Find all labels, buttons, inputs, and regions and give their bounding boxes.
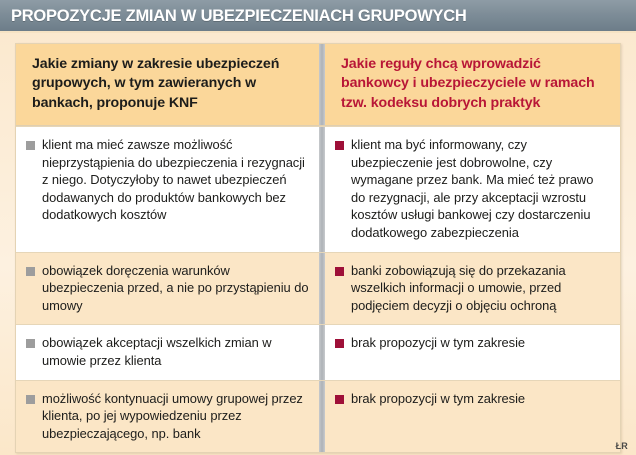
header-cell-left bbox=[16, 44, 319, 125]
row-cell-left bbox=[16, 253, 319, 325]
list-item bbox=[26, 136, 309, 224]
list-item-label: klient ma mieć zawsze możliwość nieprzystąpienia do ubezpieczenia i rezygnacji z niego. Dotyczyłoby to nawet ubezpieczeń dodawanych do produktów bankowych bez dodatkowych kosztów bbox=[42, 136, 305, 223]
list-item-label: obowiązek akceptacji wszelkich zmian w umowie przez klienta bbox=[42, 335, 272, 369]
square-bullet-icon bbox=[26, 395, 35, 404]
row-cell-right bbox=[325, 325, 620, 379]
list-item-label: brak propozycji w tym zakresie bbox=[351, 390, 526, 406]
square-bullet-icon bbox=[26, 339, 35, 348]
list-item-label: brak propozycji w tym zakresie bbox=[351, 335, 526, 351]
page-title: PROPOZYCJE ZMIAN W UBEZPIECZENIACH GRUPOWYCH bbox=[11, 7, 467, 25]
list-item-label: klient ma być informowany, czy ubezpieczenie jest dobrowolne, czy wymagane przez bank. Ma mieć też prawo do rezygnacji, ale przy akceptacji wzrostu kosztów usługi bankowej czy dostarczeniu dodatkowego zabezpieczenia bbox=[351, 136, 594, 240]
list-item-label: obowiązek doręczenia warunków ubezpieczenia przed, a nie po przystąpieniu do umowy bbox=[42, 262, 309, 313]
credit-mark: ŁR bbox=[615, 441, 628, 451]
square-bullet-icon bbox=[335, 339, 344, 348]
list-item bbox=[335, 136, 610, 242]
square-bullet-icon bbox=[335, 395, 344, 404]
square-bullet-icon bbox=[26, 267, 35, 276]
table-row bbox=[16, 324, 620, 379]
square-bullet-icon bbox=[335, 267, 344, 276]
list-item bbox=[26, 390, 309, 443]
table-header-row bbox=[16, 44, 620, 126]
row-cell-right bbox=[325, 127, 620, 252]
comparison-table bbox=[15, 43, 621, 453]
column-header-knf: Jakie zmiany w zakresie ubezpieczeń grupowych, w tym zawieranych w bankach, proponuje KNF bbox=[32, 56, 280, 111]
row-cell-left bbox=[16, 127, 319, 252]
row-cell-left bbox=[16, 381, 319, 453]
row-cell-right bbox=[325, 253, 620, 325]
list-item-label: możliwość kontynuacji umowy grupowej przez klienta, po jej wypowiedzeniu przez ubezpieczającego, np. bank bbox=[42, 390, 303, 441]
column-header-banks: Jakie reguły chcą wprowadzić bankowcy i ubezpieczyciele w ramach tzw. kodeksu dobrych praktyk bbox=[341, 56, 595, 111]
list-item bbox=[335, 262, 610, 315]
table-row bbox=[16, 380, 620, 453]
list-item bbox=[335, 390, 610, 408]
square-bullet-icon bbox=[335, 141, 344, 150]
row-cell-right bbox=[325, 381, 620, 453]
square-bullet-icon bbox=[26, 141, 35, 150]
content-panel bbox=[0, 33, 636, 455]
list-item bbox=[26, 262, 309, 315]
title-bar bbox=[0, 0, 636, 33]
list-item bbox=[26, 334, 309, 369]
header-cell-right bbox=[325, 44, 620, 125]
table-row bbox=[16, 126, 620, 252]
row-cell-left bbox=[16, 325, 319, 379]
table-row bbox=[16, 252, 620, 325]
list-item bbox=[335, 334, 610, 352]
list-item-label: banki zobowiązują się do przekazania wszelkich informacji o umowie, przed podjęciem decyzji o objęciu ochroną bbox=[351, 262, 566, 313]
